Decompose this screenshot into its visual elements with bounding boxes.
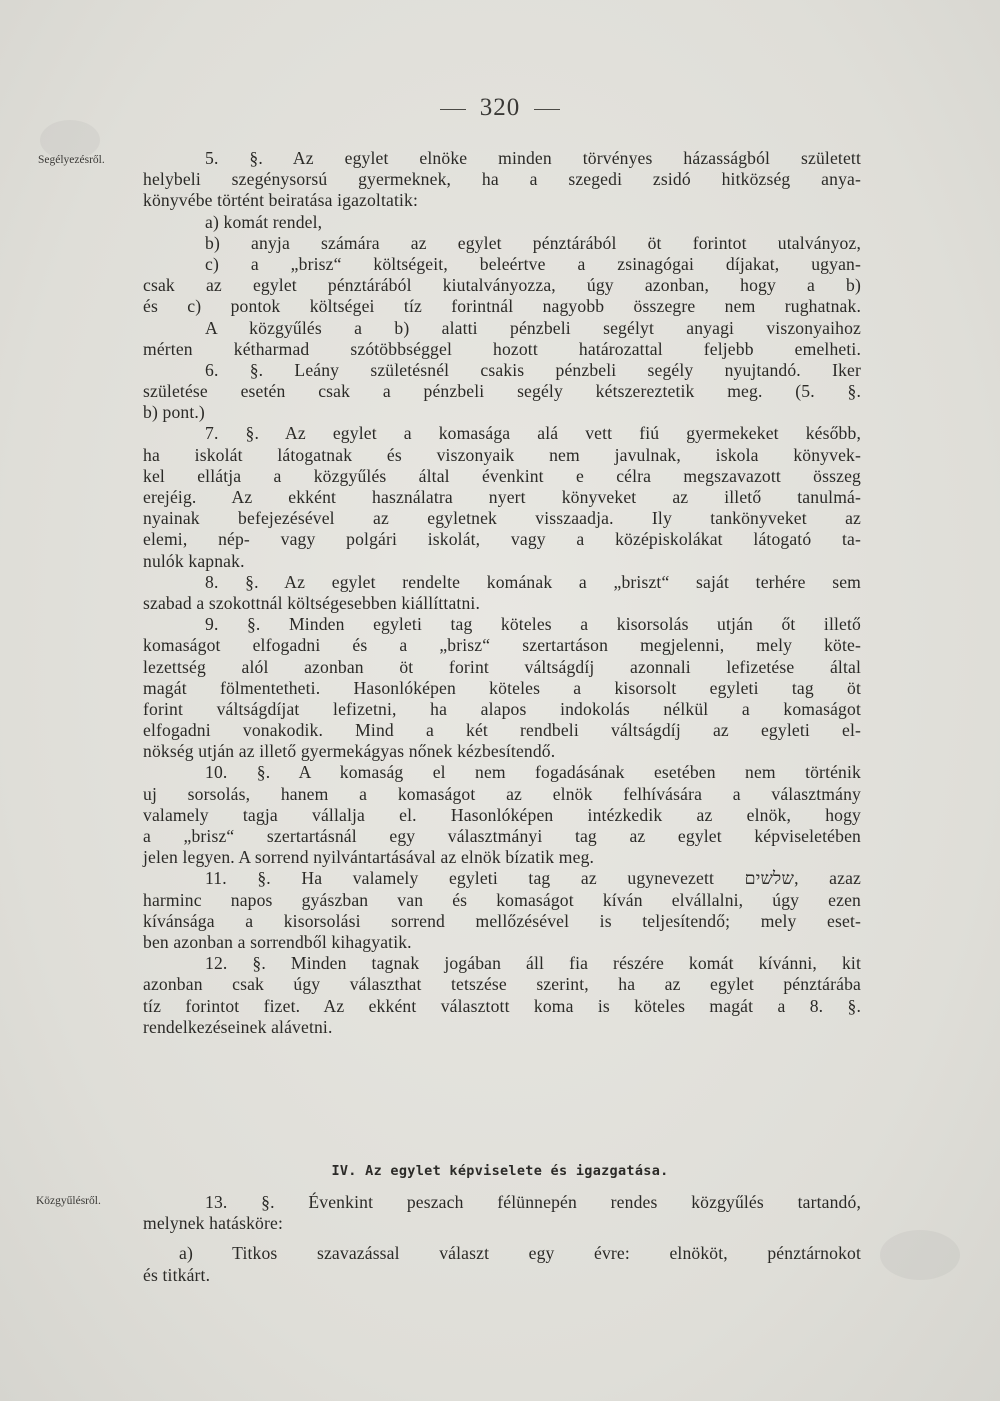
text-line: nökség utján az illető gyermekágyas nőnek kézbesítendő. xyxy=(143,741,556,762)
text-line: csak az egylet pénztárából kiutalványozza, úgy azonban, hogy a b) xyxy=(143,275,861,296)
text-line: 11. §. Ha valamely egyleti tag az ugynevezett שלשים, azaz xyxy=(205,868,861,889)
page-number: 320 xyxy=(479,94,521,121)
text-line: komaságot elfogadni és a „brisz“ szertartáson megjelenni, mely köte- xyxy=(143,635,861,656)
text-line: születése esetén csak a pénzbeli segély kétszereztetik meg. (5. §. xyxy=(143,381,861,402)
text-line: jelen legyen. A sorrend nyilvántartásával az elnök bízatik meg. xyxy=(143,847,595,868)
text-line: nyainak befejezésével az egyletnek visszaadja. Ily tankönyveket az xyxy=(143,508,861,529)
text-line: elfogadni vonakodik. Mind a két rendbeli váltságdíj az egyleti el- xyxy=(143,720,861,741)
text-line: és titkárt. xyxy=(143,1264,211,1285)
text-line: b) pont.) xyxy=(143,402,205,423)
text-line: harminc napos gyászban van és komaságot kíván elvállalni, úgy ezen xyxy=(143,889,861,910)
text-line: helybeli szegénysorsú gyermeknek, ha a szegedi zsidó hitközség anya- xyxy=(143,169,861,190)
text-line: 6. §. Leány születésnél csakis pénzbeli segély nyujtandó. Iker xyxy=(205,359,861,380)
margin-note-kozgyules: Közgyűlésről. xyxy=(36,1195,101,1207)
text-line: kívánsága a kisorsolási sorrend mellőzésével is teljesítendő; mely eset- xyxy=(143,910,861,931)
text-line: rendelkezéseinek alávetni. xyxy=(143,1016,333,1037)
text-line: ben azonban a sorrendből kihagyatik. xyxy=(143,931,412,952)
page-header xyxy=(0,94,1000,122)
text-line: forint váltságdíjat lefizetni, ha alapos indokolás nélkül a komaságot xyxy=(143,698,861,719)
text-line: uj sorsolás, hanem a komaságot az elnök felhívására a választmány xyxy=(143,783,861,804)
text-line: lezettség alól azonban öt forint váltságdíj azonnali lefizetése által xyxy=(143,656,861,677)
text-line: c) a „brisz“ költségeit, beleértve a zsinagógai díjakat, ugyan- xyxy=(205,253,861,274)
text-line: 5. §. Az egylet elnöke minden törvényes házasságból született xyxy=(205,148,861,168)
text-line: elemi, nép- vagy polgári iskolát, vagy a középiskolákat látogató ta- xyxy=(143,529,861,550)
text-line: kel ellátja a közgyűlés által évenkint e célra megszavazott összeg xyxy=(143,465,861,486)
text-line: tíz forintot fizet. Az ekként választott koma is köteles magát a 8. §. xyxy=(143,995,861,1016)
text-line: A közgyűlés a b) alatti pénzbeli segélyt anyagi viszonyaihoz xyxy=(205,317,861,338)
text-line: ha iskolát látogatnak és viszonyaik nem javulnak, iskola könyvek- xyxy=(143,444,861,465)
text-line: szabad a szokottnál költségesebben kiállíttatni. xyxy=(143,592,480,613)
text-line: melynek hatásköre: xyxy=(143,1213,283,1234)
paper-stain xyxy=(880,1230,960,1280)
section-title: IV. Az egylet képviselete és igazgatása. xyxy=(331,1163,669,1179)
text-line: 13. §. Évenkint peszach félünnepén rendes közgyűlés tartandó, xyxy=(205,1192,861,1212)
text-line: 10. §. A komaság el nem fogadásának esetében nem történik xyxy=(205,762,861,783)
text-line: magát fölmentetheti. Hasonlóképen köteles a kisorsolt egyleti tag öt xyxy=(143,677,861,698)
body-text xyxy=(143,148,861,1038)
text-line: valamely tagja vállalja el. Hasonlóképen intézkedik az elnök, hogy xyxy=(143,804,861,825)
text-line: mérten kétharmad szótöbbséggel hozott határozattal feljebb emelheti. xyxy=(143,338,861,359)
text-line: 12. §. Minden tagnak jogában áll fia részére komát kívánni, kit xyxy=(205,953,861,974)
text-line: azonban csak úgy választhat tetszése szerint, ha az egylet pénztárába xyxy=(143,974,861,995)
body-text-section-iv xyxy=(143,1192,861,1286)
text-line: a „brisz“ szertartásnál egy választmányi tag az egylet képviseletében xyxy=(143,826,861,846)
text-line: 7. §. Az egylet a komasága alá vett fiú gyermekeket később, xyxy=(205,423,861,444)
text-line: nulók kapnak. xyxy=(143,550,245,571)
text-line: erejéig. Az ekként használatra nyert könyveket az illető tanulmá- xyxy=(143,487,861,507)
header-dash-right xyxy=(534,109,560,110)
header-dash-left xyxy=(440,109,466,110)
text-line: a) komát rendel, xyxy=(205,211,323,232)
margin-note-segelyezes: Segélyezésről. xyxy=(38,154,105,166)
text-line: a) Titkos szavazással választ egy évre: elnököt, pénztárnokot xyxy=(179,1243,861,1264)
text-line: 8. §. Az egylet rendelte komának a „briszt“ saját terhére sem xyxy=(205,571,861,592)
text-line: és c) pontok költségei tíz forintnál nagyobb összegre nem rughatnak. xyxy=(143,296,861,317)
text-line: könyvébe történt beiratása igazoltatik: xyxy=(143,190,419,211)
text-line: b) anyja számára az egylet pénztárából öt forintot utalványoz, xyxy=(205,232,861,253)
text-line: 9. §. Minden egyleti tag köteles a kisorsolás utján őt illető xyxy=(205,614,861,635)
